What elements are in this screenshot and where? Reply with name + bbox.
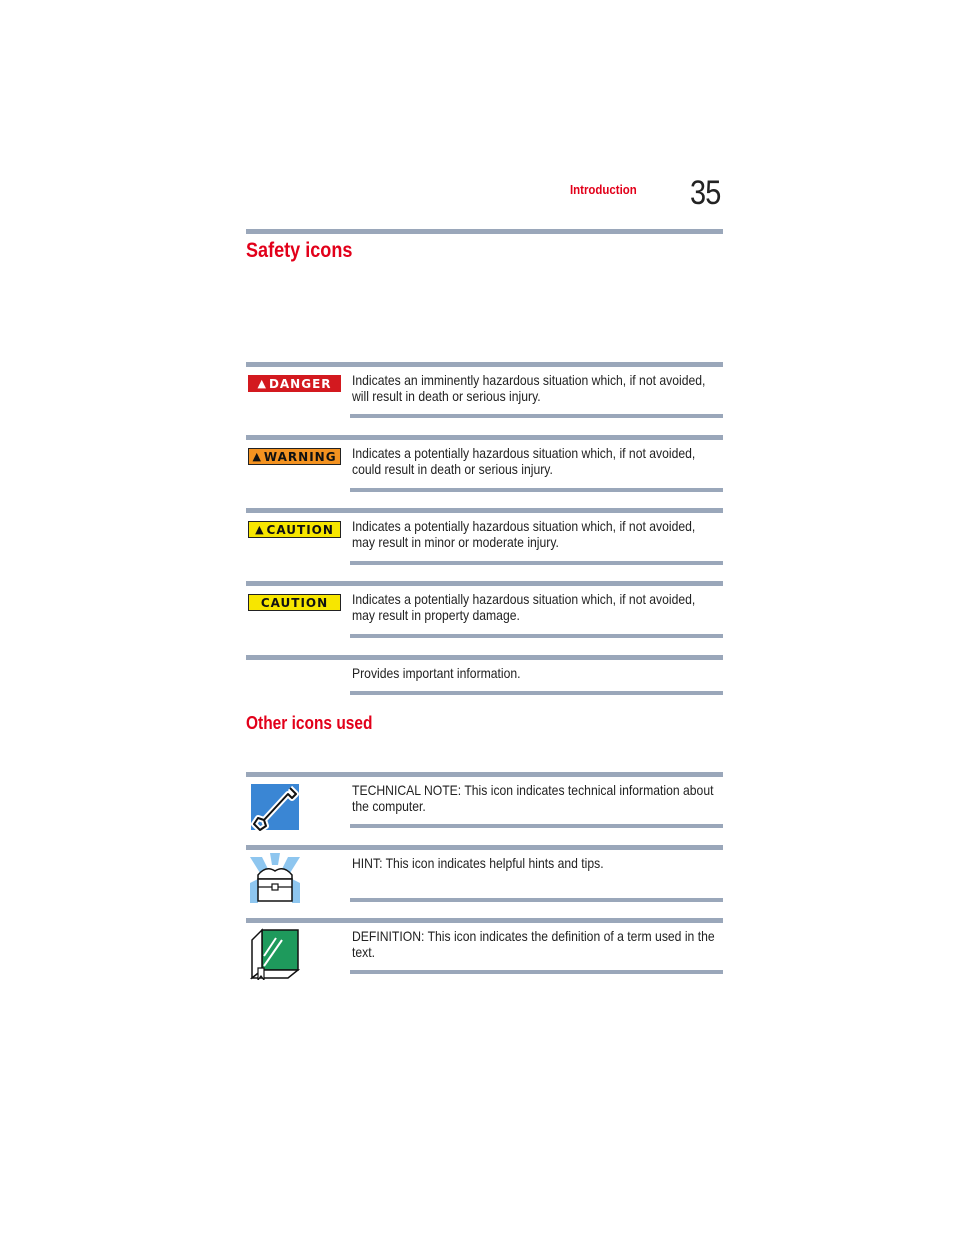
row-rule-top: [246, 508, 723, 513]
safety-description: Indicates a potentially hazardous situation which, if not avoided, may result in minor or moderate injury.: [352, 518, 696, 550]
caution-sign-icon: [248, 521, 341, 538]
row-rule-bottom: [350, 970, 723, 974]
row-rule-bottom: [350, 691, 723, 695]
safety-row-caution-property: [246, 581, 723, 639]
badge-label: CAUTION: [266, 522, 334, 537]
alert-triangle-icon: ▲: [257, 377, 266, 390]
alert-triangle-icon: ▲: [252, 450, 261, 463]
caution-sign-icon: [248, 594, 341, 611]
safety-description: Indicates a potentially hazardous situation which, if not avoided, could result in death or serious injury.: [352, 445, 696, 477]
row-rule-bottom: [350, 898, 723, 902]
row-rule-bottom: [350, 634, 723, 638]
icon-description: DEFINITION: This icon indicates the definition of a term used in the text.: [352, 928, 715, 960]
row-rule-top: [246, 918, 723, 923]
safety-description: Provides important information.: [352, 665, 521, 681]
safety-icons-heading: Safety icons: [246, 239, 353, 262]
row-rule-top: [246, 845, 723, 850]
safety-row-note: [246, 655, 723, 697]
other-icons-heading: Other icons used: [246, 713, 373, 733]
safety-description: Indicates an imminently hazardous situation which, if not avoided, will result in death or serious injury.: [352, 372, 706, 404]
warning-sign-icon: [248, 448, 341, 465]
treasure-chest-icon: [248, 853, 302, 907]
safety-description: Indicates a potentially hazardous situation which, if not avoided, may result in property damage.: [352, 591, 696, 623]
page-number: 35: [690, 174, 721, 212]
row-rule-bottom: [350, 488, 723, 492]
other-row-technical-note: [246, 772, 723, 830]
icon-description: TECHNICAL NOTE: This icon indicates technical information about the computer.: [352, 782, 714, 814]
header-rule: [246, 229, 723, 234]
row-rule-bottom: [350, 561, 723, 565]
row-rule-top: [246, 362, 723, 367]
row-rule-top: [246, 435, 723, 440]
badge-label: WARNING: [263, 449, 337, 464]
alert-triangle-icon: ▲: [255, 523, 264, 536]
safety-row-danger: [246, 362, 723, 420]
safety-row-caution-injury: [246, 508, 723, 566]
danger-sign-icon: [248, 375, 341, 392]
book-icon: [248, 926, 302, 980]
running-header-section: Introduction: [570, 182, 637, 197]
safety-row-warning: [246, 435, 723, 493]
row-rule-bottom: [350, 414, 723, 418]
row-rule-top: [246, 581, 723, 586]
row-rule-bottom: [350, 824, 723, 828]
icon-description: HINT: This icon indicates helpful hints and tips.: [352, 855, 604, 871]
row-rule-top: [246, 655, 723, 660]
row-rule-top: [246, 772, 723, 777]
wrench-icon: [248, 780, 302, 834]
badge-label: DANGER: [268, 376, 332, 391]
other-row-definition: [246, 918, 723, 976]
other-row-hint: [246, 845, 723, 903]
badge-label: CAUTION: [260, 595, 329, 610]
